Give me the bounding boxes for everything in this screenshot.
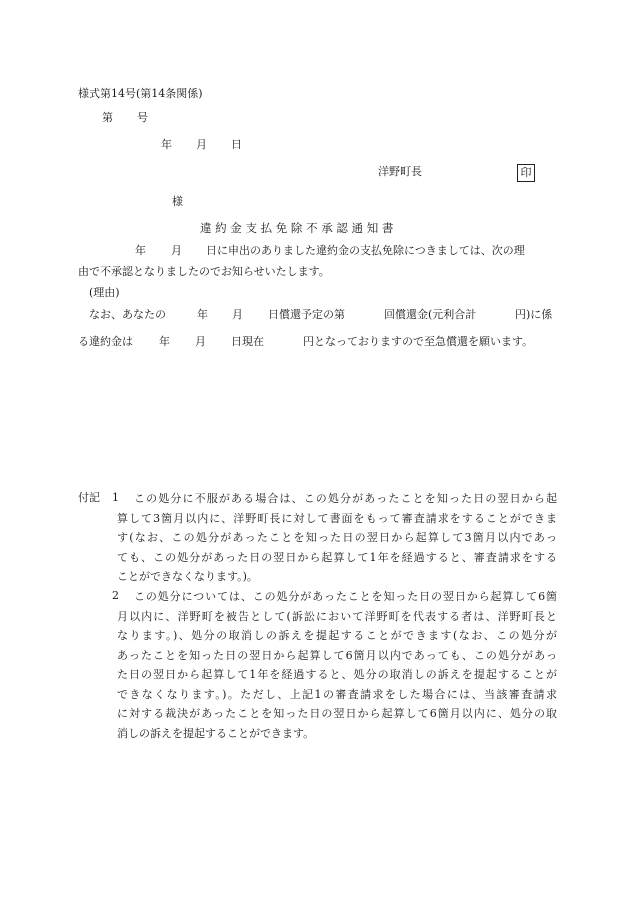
note-2-line-5: た日の翌日から起算して1年を経過すると、処分の取消しの訴えを提起することが xyxy=(117,668,557,681)
line-4-lead: る違約金は xyxy=(78,335,133,348)
issuer-name: 洋野町長 xyxy=(378,165,422,178)
body-line-1 xyxy=(78,244,558,258)
note-2-line-7: に対する裁決があったことを知った日の翌日から起算して6箇月以内に、処分の取 xyxy=(117,707,557,720)
line-3-yen: 円)に係 xyxy=(515,308,553,321)
note-2-line-4: あったことを知った日の翌日から起算して6箇月以内であっても、この処分があっ xyxy=(117,649,557,662)
line-3-month: 月 xyxy=(232,308,243,321)
line-4-asof: 日現在 xyxy=(231,335,264,348)
addressee-suffix: 様 xyxy=(172,195,183,208)
line-3-plan: 日償還予定の第 xyxy=(268,308,345,321)
reason-row xyxy=(78,286,558,300)
reason-label: (理由) xyxy=(89,286,120,299)
notes-label: 付記 xyxy=(78,491,100,504)
body-line-1-text: 日に申出のありました違約金の支払免除につきましては、次の理 xyxy=(206,244,525,257)
line-4-month: 月 xyxy=(195,335,206,348)
body-year: 年 xyxy=(135,244,146,257)
note-2-number: 2 xyxy=(112,589,119,602)
note-2-line-1: この処分については、この処分があったことを知った日の翌日から起算して6箇 xyxy=(134,590,557,603)
document-title: 違 約 金 支 払 免 除 不 承 認 通 知 書 xyxy=(200,221,394,235)
line-4-tail: 円となっておりますので至急償還を願います。 xyxy=(303,335,534,348)
seal-mark: 印 xyxy=(517,164,535,182)
body-month: 月 xyxy=(171,244,182,257)
line-3-lead: なお、あなたの xyxy=(89,308,166,321)
line-3-year: 年 xyxy=(197,308,208,321)
body-line-2 xyxy=(78,265,558,279)
note-1-number: 1 xyxy=(112,491,119,504)
body-line-3 xyxy=(78,308,558,322)
document-number-prefix: 第 xyxy=(102,111,113,124)
note-2-line-8: 消しの訴えを提起することができます。 xyxy=(117,727,315,740)
document-number-suffix: 号 xyxy=(137,111,148,124)
note-1-line-2: 算して3箇月以内に、洋野町長に対して書面をもって審査請求をすることができま xyxy=(117,512,557,525)
date-month: 月 xyxy=(196,138,207,151)
note-1-line-1: この処分に不服がある場合は、この処分があったことを知った日の翌日から起 xyxy=(134,492,557,505)
note-1-line-3: す(なお、この処分があったことを知った日の翌日から起算して3箇月以内であっ xyxy=(117,531,557,544)
form-label: 様式第14号(第14条関係) xyxy=(78,87,203,100)
note-2-line-2: 月以内に、洋野町を被告として(訴訟において洋野町を代表する者は、洋野町長と xyxy=(117,610,557,623)
body-line-4 xyxy=(78,335,558,349)
note-2-line-3: なります。)、処分の取消しの訴えを提起することができます(なお、この処分が xyxy=(117,629,557,642)
line-4-year: 年 xyxy=(159,335,170,348)
note-1-line-5: ことができなくなります。)。 xyxy=(117,570,258,583)
body-line-2-text: 由で不承認となりましたのでお知らせいたします。 xyxy=(78,265,330,278)
note-1-line-4: ても、この処分があった日の翌日から起算して1年を経過すると、審査請求をする xyxy=(117,551,557,564)
line-3-count: 回償還金(元利合計 xyxy=(384,308,477,321)
note-2-line-6: できなくなります。)。ただし、上記1の審査請求をした場合には、当該審査請求 xyxy=(117,688,557,701)
date-day: 日 xyxy=(231,138,242,151)
date-year: 年 xyxy=(161,138,172,151)
